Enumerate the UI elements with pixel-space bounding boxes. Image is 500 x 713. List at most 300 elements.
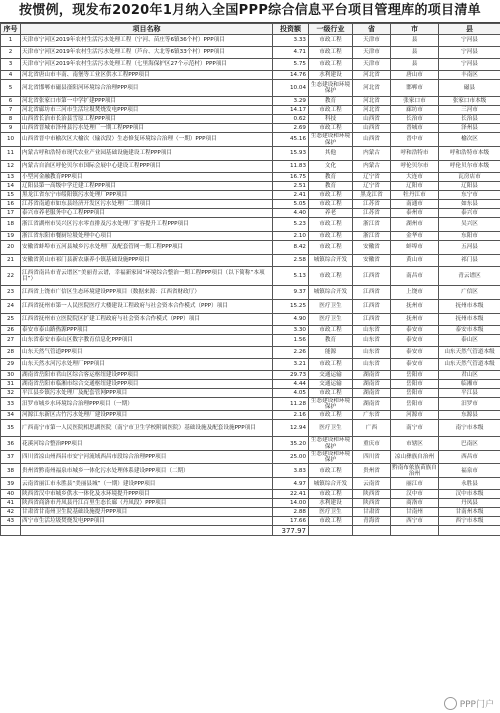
header-project-name: 项目名称 [21, 24, 273, 35]
table-row [1, 47, 500, 59]
county: 吴兴区 [439, 218, 500, 232]
table-row [1, 464, 500, 478]
province: 安徽省 [353, 255, 391, 267]
county: 五河县 [439, 241, 500, 255]
row-number: 33 [1, 398, 21, 411]
project-name: 内蒙古呼和浩特市现代农业产业园基础设施建设工程PPP项目 [21, 147, 273, 161]
county: 汉中市本级 [439, 490, 500, 499]
table-row [1, 286, 500, 300]
project-name: 陕西省商洛市丹凤县丹江百里生态长廊（丹凤段）PPP项目 [21, 499, 273, 508]
province: 河北省 [353, 106, 391, 115]
watermark-text: PPP门户 [459, 700, 494, 710]
county: 青云谱区 [439, 267, 500, 286]
industry: 养老 [309, 209, 353, 218]
industry: 市政工程 [309, 464, 353, 478]
industry: 医疗卫生 [309, 420, 353, 437]
province: 黑龙江省 [353, 191, 391, 200]
investment-amount: 14.17 [273, 106, 309, 115]
county: 泰兴市 [439, 209, 500, 218]
table-row [1, 508, 500, 517]
city: 县 [391, 59, 439, 71]
industry: 教育 [309, 335, 353, 347]
province: 辽宁省 [353, 173, 391, 182]
province: 河北省 [353, 97, 391, 106]
industry: 市政工程 [309, 517, 353, 526]
row-number: 38 [1, 464, 21, 478]
row-number: 29 [1, 359, 21, 371]
investment-amount: 2.41 [273, 191, 309, 200]
city: 凉山彝族自治州 [391, 450, 439, 463]
investment-amount: 3.30 [273, 326, 309, 335]
province: 天津市 [353, 59, 391, 71]
project-name: 辽阳县第一高级中学迁建工程PPP项目 [21, 182, 273, 191]
city: 呼和浩特市 [391, 147, 439, 161]
county: 福泉市 [439, 464, 500, 478]
row-number: 16 [1, 200, 21, 209]
province: 四川省 [353, 450, 391, 463]
row-number: 5 [1, 80, 21, 97]
industry: 生态建设和环境保护 [309, 437, 353, 450]
industry: 生态建设和环境保护 [309, 450, 353, 463]
header-province: 省 [353, 24, 391, 35]
table-row [1, 380, 500, 389]
county: 君山区 [439, 371, 500, 380]
city: 黔南布依族苗族自治州 [392, 464, 437, 477]
industry: 生态建设和环境保护 [309, 80, 353, 97]
province: 重庆市 [353, 437, 391, 450]
table-row [1, 411, 500, 420]
row-number: 37 [1, 450, 21, 463]
county: 丹凤县 [439, 499, 500, 508]
province: 广西 [353, 420, 391, 437]
city: 唐山市 [391, 71, 439, 80]
county: 辽阳县 [439, 182, 500, 191]
row-number: 15 [1, 191, 21, 200]
investment-amount: 9.37 [273, 286, 309, 300]
city: 丽江市 [391, 478, 439, 490]
project-name: 贵州省黔南州福泉市城乡一体化污水处理体系建设PPP项目（二期） [21, 464, 273, 478]
investment-amount: 2.10 [273, 232, 309, 241]
investment-amount: 12.94 [273, 420, 309, 437]
industry: 医疗卫生 [309, 314, 353, 326]
row-number: 17 [1, 209, 21, 218]
project-list-table [0, 23, 500, 536]
industry: 市政工程 [309, 241, 353, 255]
city: 泰安市 [391, 335, 439, 347]
industry: 城镇综合开发 [309, 255, 353, 267]
industry: 市政工程 [309, 200, 353, 209]
city: 黄山市 [391, 255, 439, 267]
row-number: 9 [1, 124, 21, 133]
province: 天津市 [353, 35, 391, 47]
industry: 市政工程 [309, 191, 353, 200]
county: 如东县 [439, 200, 500, 209]
province: 河北省 [353, 71, 391, 80]
county: 长治县 [439, 115, 500, 124]
investment-amount: 3.83 [273, 464, 309, 478]
city: 商洛市 [391, 499, 439, 508]
city: 长治市 [391, 115, 439, 124]
province: 河北省 [353, 80, 391, 97]
row-number: 23 [1, 286, 21, 300]
province: 湖南省 [353, 398, 391, 411]
province: 江西省 [353, 286, 391, 300]
province: 内蒙古 [353, 147, 391, 161]
county: 泽州县 [439, 124, 500, 133]
investment-amount: 15.25 [273, 300, 309, 314]
row-number: 35 [1, 420, 21, 437]
industry: 市政工程 [309, 232, 353, 241]
project-name: 河北省廊坊市三河市生活垃圾焚烧发电PPP项目 [21, 106, 273, 115]
table-row [1, 241, 500, 255]
table-row [1, 359, 500, 371]
table-row [1, 300, 500, 314]
industry: 市政工程 [309, 490, 353, 499]
row-number: 6 [1, 97, 21, 106]
row-number: 12 [1, 161, 21, 173]
table-row [1, 335, 500, 347]
investment-amount: 4.71 [273, 47, 309, 59]
industry: 能源 [309, 347, 353, 359]
city: 泰安市 [391, 359, 439, 371]
row-number: 22 [1, 267, 21, 286]
header-industry: 一级行业 [309, 24, 353, 35]
county: 祁门县 [439, 255, 500, 267]
province: 江西省 [353, 300, 391, 314]
row-number: 8 [1, 115, 21, 124]
table-row [1, 80, 500, 97]
province: 青海省 [353, 517, 391, 526]
industry: 市政工程 [309, 359, 353, 371]
city: 县 [391, 47, 439, 59]
total-empty-cell [391, 526, 439, 536]
industry: 城镇综合开发 [309, 286, 353, 300]
county: 榆次区 [439, 133, 500, 147]
industry: 科技 [309, 115, 353, 124]
row-number: 25 [1, 314, 21, 326]
province: 广东省 [353, 411, 391, 420]
industry: 生态建设和环境保护 [309, 398, 353, 411]
table-row [1, 450, 500, 463]
row-number: 24 [1, 300, 21, 314]
project-name: 江苏省南通市如东县经济开发区污水处理厂二期项目 [21, 200, 273, 209]
city: 南通市 [391, 200, 439, 209]
investment-amount: 2.58 [273, 255, 309, 267]
investment-amount: 1.56 [273, 335, 309, 347]
project-name: 安徽省黄山市祁门县新农康养小镇基础设施PPP项目 [21, 255, 273, 267]
city: 湖州市 [391, 218, 439, 232]
industry: 市政工程 [309, 267, 353, 286]
county: 磁县 [439, 80, 500, 97]
project-name: 泰兴市养老服务中心工程PPP项目 [21, 209, 273, 218]
project-name: 山西省晋中市榆次区大榆次（输次段）生态修复环境综合治理（一期）PPP项目 [21, 133, 273, 147]
investment-amount: 4.05 [273, 389, 309, 398]
industry: 市政工程 [309, 389, 353, 398]
province: 陕西省 [353, 490, 391, 499]
city: 西宁市 [391, 517, 439, 526]
industry: 教育 [309, 182, 353, 191]
total-empty-cell [439, 526, 500, 536]
row-number: 4 [1, 71, 21, 80]
project-name: 山东天然气管道PPP项目 [21, 347, 273, 359]
industry: 市政工程 [309, 124, 353, 133]
row-number: 43 [1, 517, 21, 526]
province: 甘肃省 [353, 508, 391, 517]
project-name: 河北省唐山市丰南、南堡等工业区供水工程PPP项目 [21, 71, 273, 80]
city: 市辖区 [391, 437, 439, 450]
industry: 市政工程 [309, 59, 353, 71]
investment-amount: 5.75 [273, 59, 309, 71]
project-name: 江西省抚州市立医院院区扩建工程政府与社会资本合作模式（PPP）项目 [21, 314, 273, 326]
table-row [1, 389, 500, 398]
watermark-logo-icon [444, 697, 457, 710]
province: 天津市 [353, 47, 391, 59]
row-number: 32 [1, 389, 21, 398]
project-name: 泰安市泰山路热源PPP项目 [21, 326, 273, 335]
project-name: 山西省长治市长治县雪原工程PPP项目 [21, 115, 273, 124]
investment-amount: 2.16 [273, 411, 309, 420]
table-row [1, 347, 500, 359]
province: 江苏省 [353, 200, 391, 209]
table-row [1, 35, 500, 47]
province: 山东省 [353, 347, 391, 359]
project-name: 河北省张家口市第一中学扩建PPP项目 [21, 97, 273, 106]
row-number: 13 [1, 173, 21, 182]
project-name: 湖南省岳阳市君山区综合客运枢纽建设PPP项目 [21, 371, 273, 380]
total-empty-cell [353, 526, 391, 536]
project-name: 山东省泰安市泰山区数字教育信息化PPP项目 [21, 335, 273, 347]
investment-amount: 8.42 [273, 241, 309, 255]
city: 泰州市 [391, 209, 439, 218]
county: 山东天然气管道本级 [439, 359, 500, 371]
investment-amount: 4.97 [273, 478, 309, 490]
city: 岳阳市 [391, 389, 439, 398]
investment-amount: 10.04 [273, 80, 309, 97]
table-row [1, 182, 500, 191]
investment-amount: 14.00 [273, 499, 309, 508]
investment-amount: 11.28 [273, 398, 309, 411]
project-name: 天津市宁河区2019年农村生活污水处理工程（宁河、苗庄等6镇36个村）PPP项目 [21, 35, 273, 47]
project-name: 广西南宁市第一人民医院相思湖医院（南宁市卫生学校附属医院）基础设施及配套设施PPP项目 [21, 420, 273, 437]
industry: 市政工程 [309, 411, 353, 420]
county: 呼和浩特市本级 [439, 147, 500, 161]
province: 江西省 [353, 267, 391, 286]
county: 汨罗市 [439, 398, 500, 411]
project-name: 浙江省湖州市吴兴区污水零直排及污水处理厂扩容提升工程PPP项目 [21, 218, 273, 232]
industry: 其他 [309, 147, 353, 161]
investment-amount: 2.88 [273, 508, 309, 517]
investment-amount: 5.23 [273, 218, 309, 232]
industry: 市政工程 [309, 218, 353, 232]
project-name: 江西省南昌市青云谱区“美丽青云谱，幸福新家园”环境综合整治一期工程PPP项目（以下简称“本项目”） [21, 267, 273, 286]
page-title: 按惯例，现发布2020年1月纳入全国PPP综合信息平台项目管理库的项目清单 [0, 0, 500, 23]
city: 甘南州 [391, 508, 439, 517]
table-row [1, 209, 500, 218]
investment-amount: 2.51 [273, 182, 309, 191]
province: 陕西省 [353, 499, 391, 508]
province: 内蒙古 [353, 161, 391, 173]
county: 西昌市 [439, 450, 500, 463]
project-name: 四川省凉山州西昌市安宁河流域西昌市段综合治理PPP项目 [21, 450, 273, 463]
investment-amount: 2.26 [273, 347, 309, 359]
province: 江西省 [353, 314, 391, 326]
county: 宁河县 [439, 59, 500, 71]
city: 晋中市 [391, 133, 439, 147]
city: 岳阳市 [391, 380, 439, 389]
project-name: 汨罗市城乡水环境综合治理PPP项目（一期） [21, 398, 273, 411]
table-header-row [1, 24, 500, 35]
county: 瓦房店市 [439, 173, 500, 182]
county: 甘南州本级 [439, 508, 500, 517]
investment-amount: 4.90 [273, 314, 309, 326]
project-name: 江西省上饶市广信区生态环境建设PPP项目（数据来源：江西省财政厅） [21, 286, 273, 300]
project-name: 浙江省东阳市餐厨垃圾处理中心项目 [21, 232, 273, 241]
table-row [1, 314, 500, 326]
county: 呼伦贝尔市本级 [439, 161, 500, 173]
industry: 交通运输 [309, 380, 353, 389]
county: 抚州市本级 [439, 300, 500, 314]
row-number: 19 [1, 232, 21, 241]
project-name: 天津市宁河区2019年农村生活污水处理工程（芦台、大北等6镇33个村）PPP项目 [21, 47, 273, 59]
investment-amount: 17.66 [273, 517, 309, 526]
row-number: 30 [1, 371, 21, 380]
project-name: 湖南省岳阳市临湘市综合交通枢纽建设PPP项目 [21, 380, 273, 389]
province: 山西省 [353, 115, 391, 124]
county: 广信区 [439, 286, 500, 300]
industry: 教育 [309, 173, 353, 182]
city: 金华市 [391, 232, 439, 241]
table-row [1, 97, 500, 106]
investment-amount: 3.33 [273, 35, 309, 47]
table-row [1, 420, 500, 437]
row-number: 20 [1, 241, 21, 255]
industry: 教育 [309, 97, 353, 106]
project-name: 山西省晋城市泽州县污水处理厂一期工程PPP项目 [21, 124, 273, 133]
city: 岳阳市 [391, 398, 439, 411]
province: 山西省 [353, 124, 391, 133]
table-row [1, 437, 500, 450]
province: 山东省 [353, 326, 391, 335]
industry: 水利建设 [309, 499, 353, 508]
row-number: 18 [1, 218, 21, 232]
investment-amount: 11.83 [273, 161, 309, 173]
table-row [1, 232, 500, 241]
industry: 医疗卫生 [309, 300, 353, 314]
table-row [1, 200, 500, 209]
province: 辽宁省 [353, 182, 391, 191]
city: 南昌市 [391, 267, 439, 286]
county: 丰南区 [439, 71, 500, 80]
investment-amount: 3.21 [273, 359, 309, 371]
city: 汉中市 [391, 490, 439, 499]
project-name: 江西省抚州市第一人民医院医疗大楼建设工程政府与社会资本合作模式（PPP）项目 [21, 300, 273, 314]
project-name: 河源江东新区古竹污水处理厂建设PPP项目 [21, 411, 273, 420]
city: 抚州市 [391, 314, 439, 326]
county: 平江县 [439, 389, 500, 398]
table-row [1, 59, 500, 71]
project-name: 山东天然水河污水处理厂PPP项目 [21, 359, 273, 371]
table-row [1, 161, 500, 173]
investment-amount: 2.69 [273, 124, 309, 133]
project-name: 黑龙江省东宁市绥阳镇污水处理厂PPP项目 [21, 191, 273, 200]
row-number: 39 [1, 478, 21, 490]
row-number: 10 [1, 133, 21, 147]
city: 张家口市 [391, 97, 439, 106]
county: 抚州市本级 [439, 314, 500, 326]
city: 泰安市 [391, 326, 439, 335]
table-row [1, 147, 500, 161]
industry: 文化 [309, 161, 353, 173]
table-row [1, 173, 500, 182]
industry: 市政工程 [309, 47, 353, 59]
industry: 城镇综合开发 [309, 478, 353, 490]
city: 县 [391, 35, 439, 47]
table-row [1, 478, 500, 490]
province: 山西省 [353, 133, 391, 147]
city: 上饶市 [391, 286, 439, 300]
county: 东源县 [439, 411, 500, 420]
row-number: 26 [1, 326, 21, 335]
table-row [1, 371, 500, 380]
table-row [1, 267, 500, 286]
row-number: 28 [1, 347, 21, 359]
investment-amount: 22.41 [273, 490, 309, 499]
table-row [1, 326, 500, 335]
total-label [1, 526, 21, 536]
table-row [1, 71, 500, 80]
header-county: 县 [439, 24, 500, 35]
county: 西宁市本级 [439, 517, 500, 526]
industry: 市政工程 [309, 106, 353, 115]
total-row [1, 526, 500, 536]
row-number: 1 [1, 35, 21, 47]
table-row [1, 490, 500, 499]
investment-amount: 29.73 [273, 371, 309, 380]
city: 南宁市 [391, 420, 439, 437]
header-investment: 投资额 [273, 24, 309, 35]
table-row [1, 106, 500, 115]
investment-amount: 25.00 [273, 450, 309, 463]
county: 临湘市 [439, 380, 500, 389]
county: 东宁市 [439, 191, 500, 200]
investment-amount: 5.13 [273, 267, 309, 286]
investment-amount: 16.75 [273, 173, 309, 182]
county: 宁河县 [439, 47, 500, 59]
table-row [1, 133, 500, 147]
investment-amount: 45.16 [273, 133, 309, 147]
city: 大连市 [391, 173, 439, 182]
project-name: 平江县乡镇污水处理厂及配套管网PPP项目 [21, 389, 273, 398]
header-number: 序号 [1, 24, 21, 35]
table-row [1, 191, 500, 200]
province: 湖南省 [353, 380, 391, 389]
table-row [1, 124, 500, 133]
province: 山东省 [353, 359, 391, 371]
industry: 水利建设 [309, 71, 353, 80]
row-number: 40 [1, 490, 21, 499]
project-name: 陕西省汉中市城乡供水一体化及水环境提升PPP项目 [21, 490, 273, 499]
table-row [1, 218, 500, 232]
county: 泰山区 [439, 335, 500, 347]
table-row [1, 255, 500, 267]
project-name: 西宁市生活垃圾焚烧发电PPP项目 [21, 517, 273, 526]
project-name: 内蒙古自治区呼伦贝尔市国际会展中心建设工程PPP项目 [21, 161, 273, 173]
row-number: 36 [1, 437, 21, 450]
row-number: 11 [1, 147, 21, 161]
project-name: 安徽省蚌埠市五河县城乡污水处理厂及配套管网一期工程PPP项目 [21, 241, 273, 255]
row-number: 2 [1, 47, 21, 59]
row-number: 27 [1, 335, 21, 347]
